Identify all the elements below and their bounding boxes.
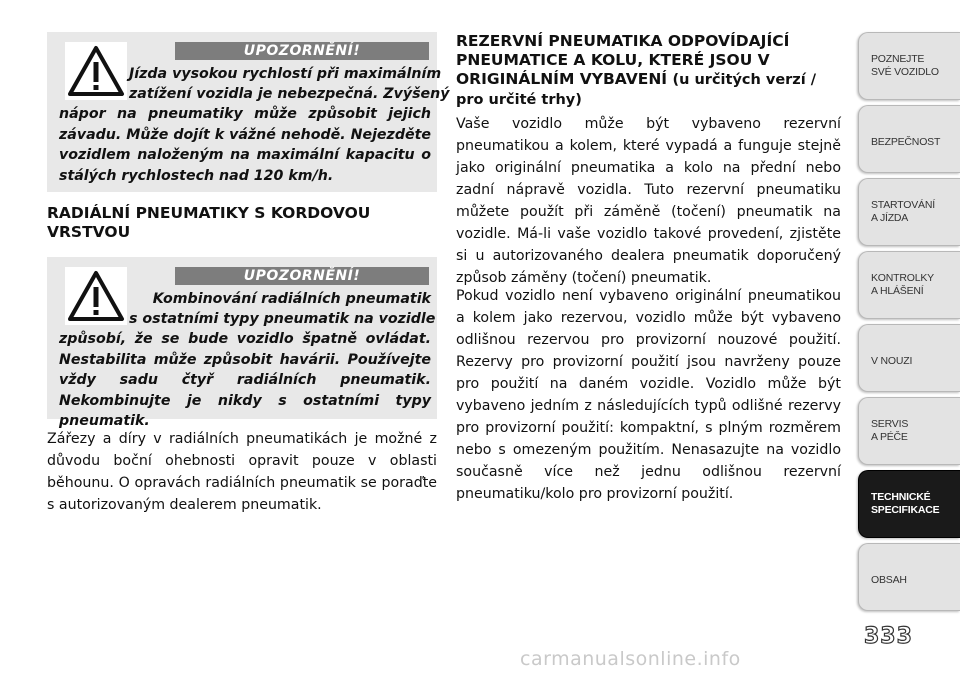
tab-servis[interactable] [858, 397, 960, 465]
tab-label: KONTROLKY A HLÁŠENÍ [871, 272, 934, 297]
page-number: 333 [864, 624, 913, 649]
warning-triangle-icon [65, 42, 127, 100]
tab-bezpecnost[interactable] [858, 105, 960, 173]
tab-label: BEZPEČNOST [871, 136, 941, 148]
warning-text-body: způsobí, že se bude vozidlo špatně ovládat. Nestabilita může způsobit havárii. Používejte vždy sadu čtyř radiálních pneumatik. Nekombinujte je nikdy s ostatními typy pneumatik. [59, 331, 431, 429]
tab-label: POZNEJTE SVÉ VOZIDLO [871, 53, 939, 78]
tab-startovani[interactable] [858, 178, 960, 246]
section-heading-main: REZERVNÍ PNEUMATIKA ODPOVÍDAJÍCÍ PNEUMATICE A KOLU, KTERÉ JSOU V ORIGINÁLNÍM VYBAVENÍ [456, 32, 790, 88]
warning-title: UPOZORNĚNÍ! [175, 267, 429, 285]
paragraph-spare-2: Pokud vozidlo není vybaveno originální pneumatikou a kolem jako rezervou, vozidlo může být vybaveno odlišnou rezervou pro provizorní nouzové použití. Rezervy pro provizorní použití jsou navrženy pouze pro použití na daném vozidle. Vozidlo může být vybaveno jedním z následujících typů odlišné rezervy pro provizorní použití: kompaktní, s plným rozměrem nebo s omezeným použitím. Nenasazujte na vozidlo současně více než jednu odlišnou rezervní pneumatiku/kolo pro provizorní použití. [456, 288, 841, 502]
paragraph-spare-1: Vaše vozidlo může být vybaveno rezervní pneumatikou a kolem, které vypadá a funguje stejně jako originální pneumatika a kolo na přední nebo zadní nápravě vozidla. Tuto rezervní pneumatiku můžete použít při záměně (točení) pneumatik na vozidle. Má-li vaše vozidlo takové provedení, zjistěte si u autorizovaného dealera pneumatik doporučený způsob záměny (točení) pneumatik. [456, 116, 841, 286]
tab-poznejte-vozidlo[interactable] [858, 32, 960, 100]
tab-v-nouzi[interactable] [858, 324, 960, 392]
warning-text-body: nápor na pneumatiky může způsobit jejich závadu. Může dojít k vážné nehodě. Nejezděte vozidlem naloženým na maximální kapacitu o stálých rychlostech nad 120 km/h. [59, 106, 431, 184]
section-heading-spare-tire [456, 32, 841, 110]
tab-technicke-specifikace[interactable] [858, 470, 960, 538]
tab-kontrolky[interactable] [858, 251, 960, 319]
warning-text-line1: Kombinování radiálních pneumatik [152, 291, 431, 307]
tab-label: SERVIS A PÉČE [871, 418, 909, 443]
section-heading-radial-tires: RADIÁLNÍ PNEUMATIKY S KORDOVOU VRSTVOU [47, 204, 371, 241]
warning-text-line2: zatížení vozidla je nebezpečná. Zvýšený [129, 86, 450, 102]
warning-text-line2: s ostatními typy pneumatik na vozidle [129, 311, 436, 327]
watermark: carmanualsonline.info [520, 648, 741, 670]
warning-box-speed [47, 32, 450, 192]
tab-label: OBSAH [871, 574, 907, 586]
warning-triangle-icon [65, 267, 127, 325]
tab-label: V NOUZI [871, 355, 913, 367]
tab-label: TECHNICKÉ SPECIFIKACE [871, 491, 940, 516]
tab-label: STARTOVÁNÍ A JÍZDA [871, 199, 935, 224]
section-heading-note: (u určitých verzí / pro určité trhy) [456, 72, 817, 108]
tab-obsah[interactable] [858, 543, 960, 611]
warning-text-line1: Jízda vysokou rychlostí při maximálním [129, 66, 442, 82]
paragraph-radial-repair: Zářezy a díry v radiálních pneumatikách je možné z důvodu boční ohebnosti opravit pouze v oblasti běhounu. O opravách radiálních pneumatik se poraďte s autorizovaným dealerem pneumatik. [47, 431, 437, 513]
warning-title: UPOZORNĚNÍ! [175, 42, 429, 60]
warning-box-mixing-tires [47, 257, 437, 429]
